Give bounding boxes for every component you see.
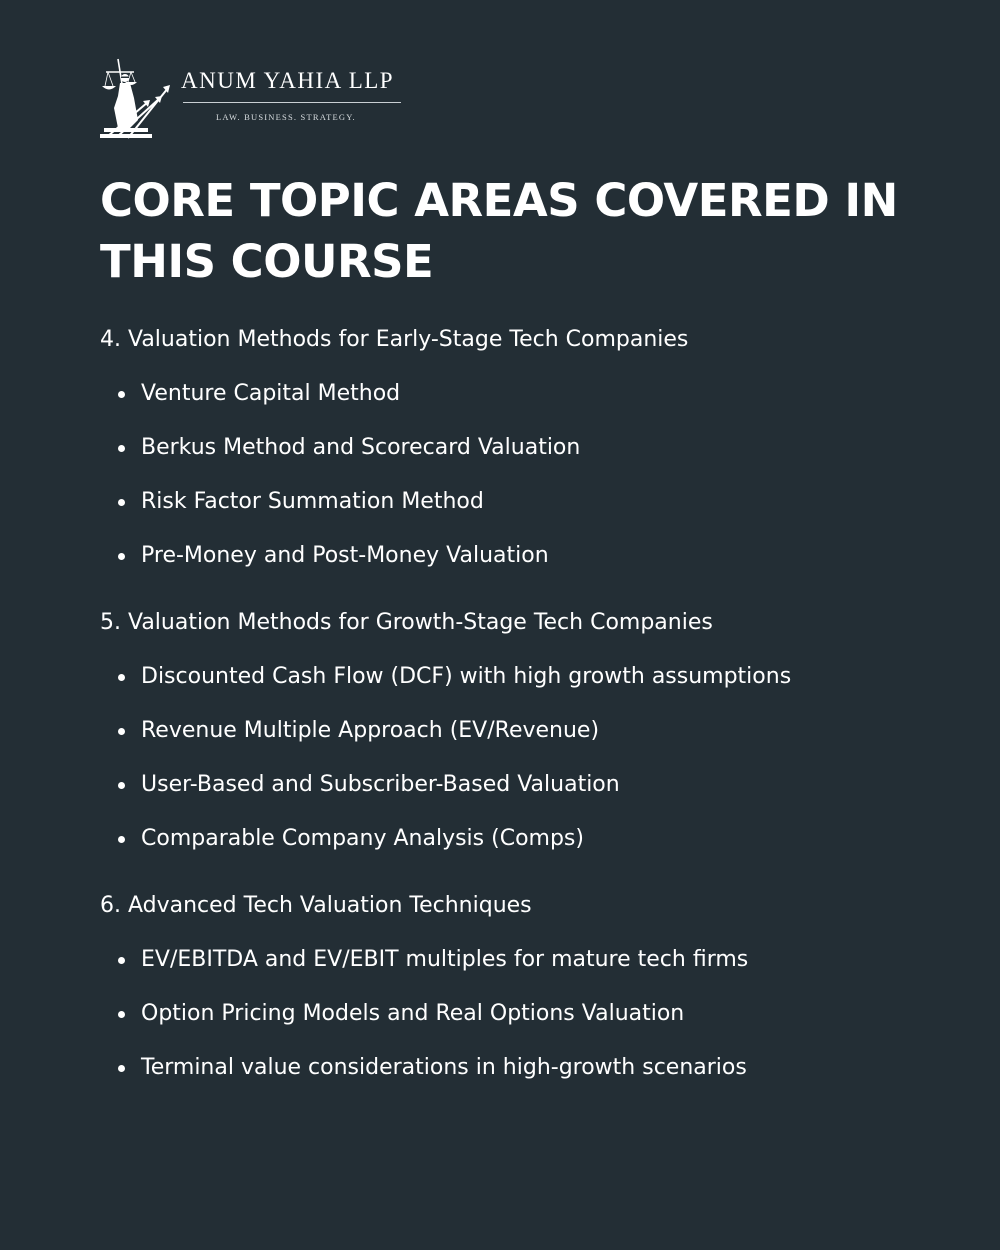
page-title: CORE TOPIC AREAS COVERED IN THIS COURSE [100, 174, 898, 288]
bullet-dot-icon [118, 957, 125, 964]
bullet-text: Terminal value considerations in high-growth scenarios [141, 1055, 747, 1080]
bullet-dot-icon [118, 728, 125, 735]
bullet-list [100, 940, 920, 1088]
lady-justice-growth-arrows-icon [100, 58, 170, 140]
bullet-text: Berkus Method and Scorecard Valuation [141, 435, 581, 460]
bullet-dot-icon [118, 445, 125, 452]
section-advanced [100, 886, 920, 1088]
bullet-item [100, 657, 920, 697]
bullet-item [100, 711, 920, 751]
bullet-dot-icon [118, 836, 125, 843]
bullet-text: Discounted Cash Flow (DCF) with high growth assumptions [141, 664, 792, 689]
logo-divider [183, 102, 401, 103]
bullet-item [100, 1048, 920, 1088]
bullet-item [100, 428, 920, 468]
bullet-text: Option Pricing Models and Real Options Valuation [141, 1001, 685, 1026]
section-heading: 5. Valuation Methods for Growth-Stage Tech Companies [100, 610, 713, 635]
bullet-dot-icon [118, 1011, 125, 1018]
bullet-dot-icon [118, 499, 125, 506]
bullet-text: Pre-Money and Post-Money Valuation [141, 543, 549, 568]
firm-logo [100, 58, 410, 142]
bullet-text: Revenue Multiple Approach (EV/Revenue) [141, 718, 600, 743]
bullet-list [100, 657, 920, 859]
bullet-dot-icon [118, 782, 125, 789]
bullet-dot-icon [118, 674, 125, 681]
bullet-item [100, 994, 920, 1034]
bullet-item [100, 482, 920, 522]
bullet-list [100, 374, 920, 576]
section-early-stage [100, 320, 920, 576]
bullet-text: Venture Capital Method [141, 381, 401, 406]
bullet-text: Comparable Company Analysis (Comps) [141, 826, 584, 851]
section-heading: 6. Advanced Tech Valuation Techniques [100, 893, 532, 918]
bullet-item [100, 374, 920, 414]
bullet-text: Risk Factor Summation Method [141, 489, 484, 514]
topic-list [100, 320, 920, 1115]
bullet-dot-icon [118, 553, 125, 560]
bullet-dot-icon [118, 1065, 125, 1072]
bullet-item [100, 536, 920, 576]
bullet-dot-icon [118, 391, 125, 398]
section-heading: 4. Valuation Methods for Early-Stage Tech Companies [100, 327, 689, 352]
bullet-text: EV/EBITDA and EV/EBIT multiples for mature tech firms [141, 947, 749, 972]
firm-tagline: LAW. BUSINESS. STRATEGY. [216, 112, 356, 122]
section-growth-stage [100, 603, 920, 859]
firm-name: ANUM YAHIA LLP [181, 68, 395, 93]
bullet-item [100, 819, 920, 859]
bullet-item [100, 940, 920, 980]
bullet-text: User-Based and Subscriber-Based Valuation [141, 772, 620, 797]
bullet-item [100, 765, 920, 805]
